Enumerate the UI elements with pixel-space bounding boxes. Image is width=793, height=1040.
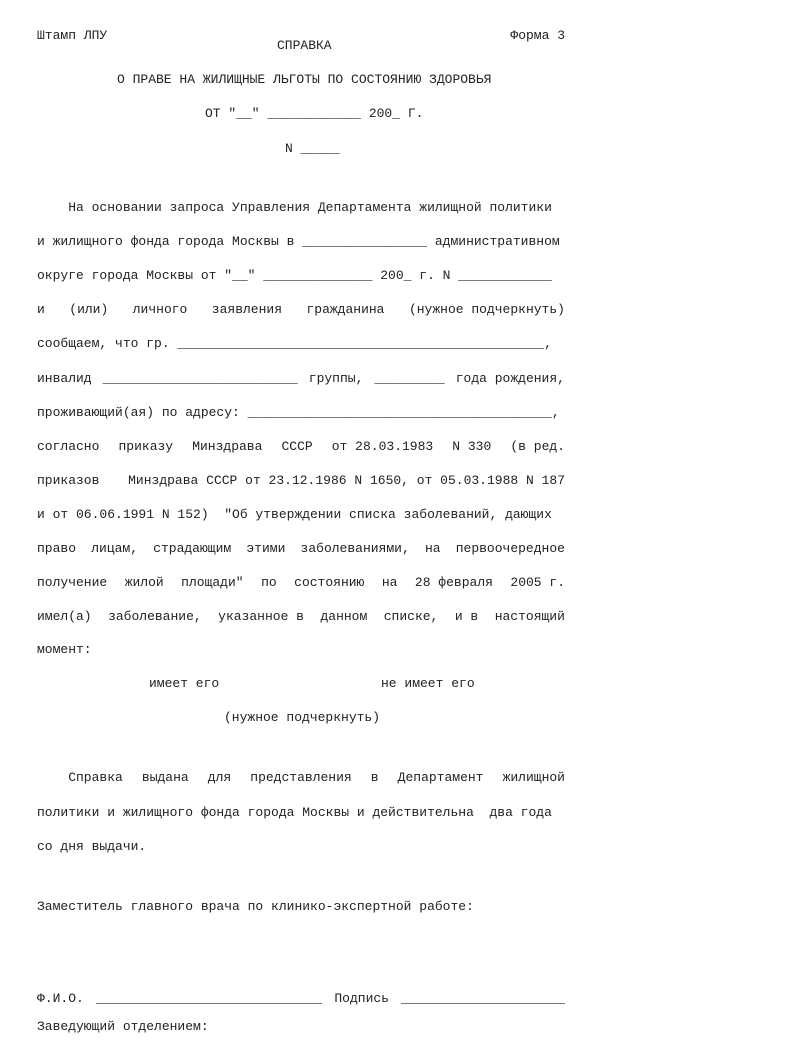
text-fragment: года рождения, — [455, 371, 565, 386]
fio-label: Ф.И.О. — [37, 991, 84, 1006]
text-fragment: (в ред. — [510, 439, 565, 454]
text-fragment: округе города Москвы от "__" ______________ 200_ г. N ____________ — [37, 268, 552, 283]
text-fragment: сообщаем, что гр. _______________________________________________, — [37, 336, 552, 351]
text-fragment: жилищной — [502, 770, 565, 785]
text-fragment: N 330 — [452, 439, 492, 454]
underline-note: (нужное подчеркнуть) — [224, 710, 381, 725]
text-fragment: списке, — [383, 609, 439, 624]
text-line — [37, 507, 565, 523]
text-fragment: приказу — [118, 439, 174, 454]
text-fragment: На основании запроса Управления Департамента жилищной политики — [37, 200, 552, 215]
text-line — [37, 371, 565, 387]
text-fragment: первоочередное — [455, 541, 565, 556]
signature-field: _____________________ — [401, 991, 565, 1006]
text-fragment: право — [37, 541, 77, 556]
text-line — [37, 473, 565, 489]
text-fragment: на — [424, 541, 441, 556]
text-fragment: жилой — [124, 575, 164, 590]
text-fragment: (или) — [69, 302, 109, 317]
text-fragment: по — [261, 575, 277, 590]
text-fragment: заявления — [211, 302, 283, 317]
option-no-disease: не имеет его — [381, 676, 475, 691]
text-fragment: проживающий(ая) по адресу: _______________________________________, — [37, 405, 560, 420]
text-line — [37, 575, 565, 591]
text-fragment: гражданина — [306, 302, 385, 317]
text-fragment: приказов — [37, 473, 100, 488]
text-fragment: 28 февраля — [414, 575, 493, 590]
signature-label: Подпись — [334, 991, 389, 1006]
signature-row — [37, 959, 565, 1023]
text-fragment: _________ — [374, 371, 445, 386]
deputy-label: Заместитель главного врача по клинико-экспертной работе: — [37, 899, 474, 914]
text-fragment: группы, — [308, 371, 364, 386]
text-fragment: выдана — [141, 770, 189, 785]
text-fragment: момент: — [37, 642, 92, 657]
text-fragment: заболевание, — [108, 609, 202, 624]
text-line — [37, 200, 565, 216]
head-department-label: Заведующий отделением: — [37, 1019, 209, 1034]
text-fragment: для — [207, 770, 232, 785]
text-fragment: политики и жилищного фонда города Москвы и действительна два года — [37, 805, 552, 820]
stamp-label: Штамп ЛПУ — [37, 28, 108, 43]
text-fragment: Минздрава — [192, 439, 263, 454]
text-fragment: на — [381, 575, 398, 590]
text-line — [37, 541, 565, 557]
text-fragment: личного — [132, 302, 188, 317]
text-fragment: лицам, — [91, 541, 138, 556]
text-fragment: от 28.03.1983 — [331, 439, 434, 454]
text-line — [37, 839, 565, 855]
document-number: N _____ — [285, 141, 340, 156]
text-fragment: Справка — [37, 770, 123, 785]
option-has-disease: имеет его — [149, 676, 220, 691]
text-line — [37, 609, 565, 625]
text-fragment: Департамент — [397, 770, 484, 785]
document-date: ОТ "__" ____________ 200_ Г. — [205, 106, 424, 121]
text-line — [37, 405, 565, 421]
text-line — [37, 770, 565, 786]
form-label: Форма 3 — [510, 28, 565, 43]
text-fragment: настоящий — [494, 609, 565, 624]
document-title: СПРАВКА — [277, 38, 332, 53]
text-fragment: имел(а) — [37, 609, 92, 624]
text-line — [37, 234, 565, 250]
text-line — [37, 302, 565, 318]
text-fragment: 2005 г. — [510, 575, 565, 590]
text-line — [37, 336, 565, 352]
document-subtitle: О ПРАВЕ НА ЖИЛИЩНЫЕ ЛЬГОТЫ ПО СОСТОЯНИЮ ЗДОРОВЬЯ — [117, 72, 492, 87]
text-fragment: заболеваниями, — [300, 541, 410, 556]
fio-field: _____________________________ — [95, 991, 323, 1006]
text-line — [37, 439, 565, 455]
text-fragment: и жилищного фонда города Москвы в ________________ административном — [37, 234, 560, 249]
text-fragment: и — [37, 302, 45, 317]
text-line — [37, 805, 565, 821]
text-fragment: со дня выдачи. — [37, 839, 147, 854]
text-fragment: и в — [454, 609, 479, 624]
text-fragment: данном — [320, 609, 368, 624]
text-fragment: состоянию — [294, 575, 365, 590]
text-fragment: инвалид — [37, 371, 92, 386]
text-fragment: Минздрава СССР от 23.12.1986 N 1650, от 05.03.1988 N 187 — [128, 473, 565, 488]
text-fragment: и от 06.06.1991 N 152) "Об утверждении списка заболеваний, дающих — [37, 507, 552, 522]
text-fragment: представления — [250, 770, 352, 785]
text-fragment: согласно — [37, 439, 100, 454]
text-fragment: (нужное подчеркнуть) — [408, 302, 565, 317]
text-line — [37, 642, 565, 658]
text-fragment: этими — [246, 541, 286, 556]
text-fragment: страдающим — [153, 541, 232, 556]
text-fragment: _________________________ — [102, 371, 298, 386]
text-fragment: площади" — [181, 575, 244, 590]
text-fragment: в — [370, 770, 379, 785]
text-fragment: получение — [37, 575, 108, 590]
text-line — [37, 268, 565, 284]
text-fragment: указанное в — [218, 609, 304, 624]
text-fragment: СССР — [281, 439, 313, 454]
